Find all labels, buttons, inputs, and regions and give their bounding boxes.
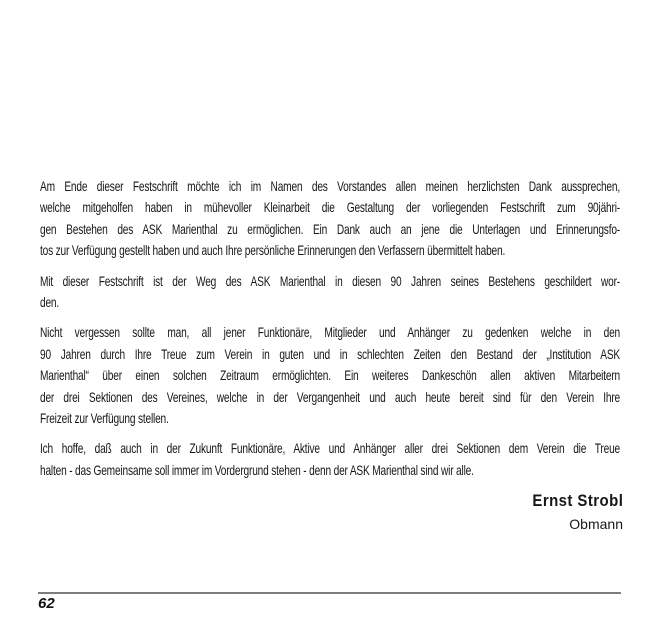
text-line: Nicht vergessen sollte man, all jener Funktionäre, Mitglieder und Anhänger zu gedenken welche in den <box>40 324 620 341</box>
text-line: Mit dieser Festschrift ist der Weg des ASK Marienthal in diesen 90 Jahren seines Bestehens geschildert wor- <box>40 272 620 289</box>
text-line: den. <box>40 293 60 310</box>
page-number: 62 <box>38 595 55 612</box>
paragraph-3 <box>40 322 620 429</box>
text-line: tos zur Verfügung gestellt haben und auch Ihre persönliche Erinnerungen den Verfassern übermittelt haben. <box>40 242 506 259</box>
text-line: Marienthal“ über einen solchen Zeitraum ermöglichten. Ein weiteres Dankeschön allen aktiven Mitarbeitern <box>40 367 620 384</box>
text-line: der drei Sektionen des Vereines, welche in der Vergangenheit und auch heute bereit sind für den Verein Ihre <box>40 388 620 405</box>
text-line: Am Ende dieser Festschrift möchte ich im Namen des Vorstandes allen meinen herzlichsten Dank aussprechen, <box>40 178 620 194</box>
text-line: halten - das Gemeinsame soll immer im Vordergrund stehen - denn der ASK Marienthal sind wir alle. <box>40 461 474 478</box>
text-line: gen Bestehen des ASK Marienthal zu ermöglichen. Ein Dank auch an jene die Unterlagen und Erinnerungsfo- <box>40 220 620 237</box>
text-line: 90 Jahren durch Ihre Treue zum Verein in guten und in schlechten Zeiten den Bestand der „Institution ASK <box>40 345 620 362</box>
text-line: Freizeit zur Verfügung stellen. <box>40 409 169 426</box>
signature-role: Obmann <box>569 516 623 532</box>
footer-rule <box>38 592 621 594</box>
paragraph-2 <box>40 271 620 314</box>
signature-name: Ernst Strobl <box>532 491 623 510</box>
text-line: welche mitgeholfen haben in mühevoller Kleinarbeit die Gestaltung der vorliegenden Festschrift zum 90jähri- <box>40 199 620 216</box>
body-text <box>40 176 620 490</box>
paragraph-1 <box>40 176 620 262</box>
text-line: Ich hoffe, daß auch in der Zukunft Funktionäre, Aktive und Anhänger aller drei Sektionen dem Verein die Treue <box>40 440 620 457</box>
signature-block <box>520 491 623 532</box>
paragraph-4 <box>40 438 620 481</box>
